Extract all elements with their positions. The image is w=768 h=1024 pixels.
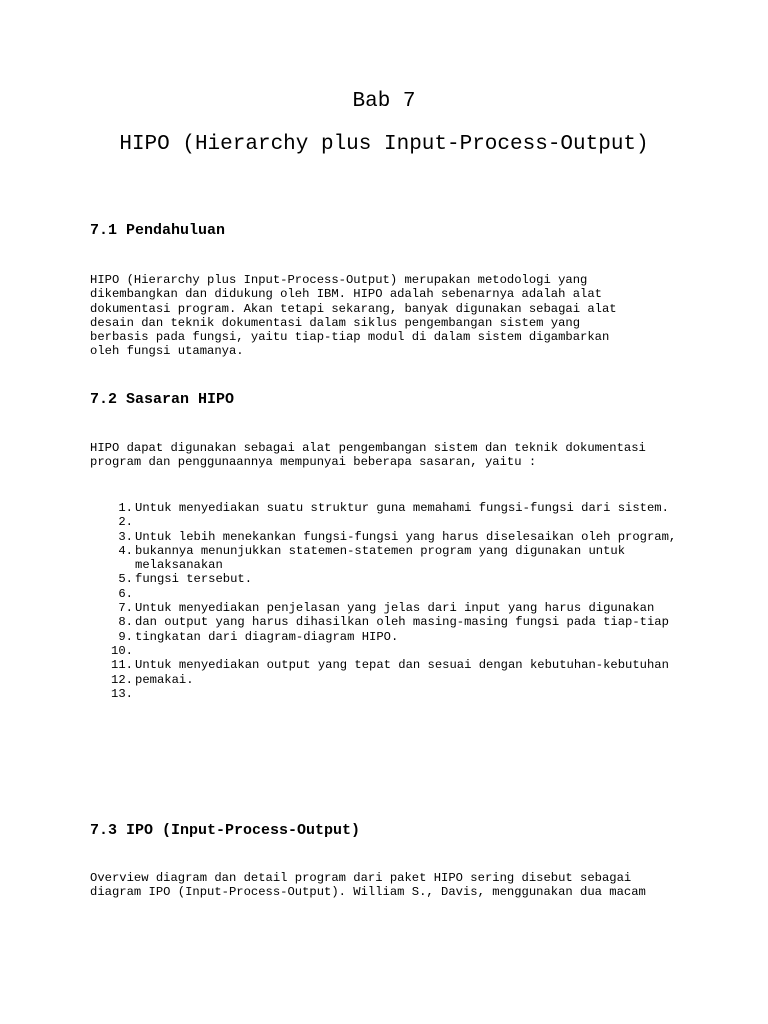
list-text: Untuk menyediakan output yang tepat dan sesuai dengan kebutuhan-kebutuhan xyxy=(135,658,669,673)
list-item xyxy=(90,544,690,573)
paragraph-line: Overview diagram dan detail program dari paket HIPO sering disebut sebagai xyxy=(90,871,632,885)
list-text: Untuk menyediakan suatu struktur guna memahami fungsi-fungsi dari sistem. xyxy=(135,501,669,515)
paragraph-line: desain dan teknik dokumentasi dalam siklus pengembangan sistem yang xyxy=(90,315,581,330)
paragraph-line: program dan penggunaannya mempunyai beberapa sasaran, yaitu : xyxy=(90,455,537,470)
list-number: 9. xyxy=(118,629,133,644)
section-paragraph-7-2 xyxy=(90,441,690,470)
list-text: bukannya menunjukkan statemen-statemen program yang digunakan untuk melaksanakan xyxy=(135,543,626,573)
list-item xyxy=(90,587,690,601)
list-number: 5. xyxy=(118,572,133,587)
list-item xyxy=(90,515,690,529)
list-item xyxy=(90,572,690,586)
list-number: 13. xyxy=(111,686,133,701)
list-text: pemakai. xyxy=(135,672,194,687)
chapter-label: Bab 7 xyxy=(352,90,416,113)
list-number: 10. xyxy=(111,643,133,658)
list-item xyxy=(90,644,690,658)
list-item xyxy=(90,658,690,672)
chapter-title: HIPO (Hierarchy plus Input-Process-Output) xyxy=(119,133,649,156)
objectives-list xyxy=(90,501,690,701)
list-text: Untuk menyediakan penjelasan yang jelas dari input yang harus digunakan xyxy=(135,601,655,616)
list-item xyxy=(90,673,690,687)
list-number: 8. xyxy=(118,615,133,630)
section-paragraph-7-1 xyxy=(90,273,690,359)
list-item xyxy=(90,630,690,644)
list-item xyxy=(90,530,690,544)
section-heading-7-2: 7.2 Sasaran HIPO xyxy=(90,391,235,408)
list-number: 3. xyxy=(118,529,133,544)
list-item xyxy=(90,687,690,701)
paragraph-line: HIPO (Hierarchy plus Input-Process-Output) merupakan metodologi yang xyxy=(90,273,588,287)
section-heading-7-1: 7.1 Pendahuluan xyxy=(90,222,226,239)
paragraph-line: diagram IPO (Input-Process-Output). William S., Davis, menggunakan dua macam xyxy=(90,885,646,900)
section-paragraph-7-3 xyxy=(90,871,690,900)
paragraph-line: oleh fungsi utamanya. xyxy=(90,344,244,359)
list-number: 2. xyxy=(118,515,133,530)
paragraph-line: dokumentasi program. Akan tetapi sekarang, banyak digunakan sebagai alat xyxy=(90,301,617,316)
list-number: 6. xyxy=(118,586,133,601)
list-text: dan output yang harus dihasilkan oleh masing-masing fungsi pada tiap-tiap xyxy=(135,615,669,630)
list-item xyxy=(90,601,690,615)
list-text: Untuk lebih menekankan fungsi-fungsi yang harus diselesaikan oleh program, xyxy=(135,529,677,544)
list-text: fungsi tersebut. xyxy=(135,572,253,587)
paragraph-line: dikembangkan dan didukung oleh IBM. HIPO adalah sebenarnya adalah alat xyxy=(90,287,602,302)
paragraph-line: HIPO dapat digunakan sebagai alat pengembangan sistem dan teknik dokumentasi xyxy=(90,441,646,455)
list-number: 11. xyxy=(111,658,133,673)
list-number: 1. xyxy=(118,501,133,515)
list-item xyxy=(90,501,690,515)
list-item xyxy=(90,615,690,629)
section-heading-7-3: 7.3 IPO (Input-Process-Output) xyxy=(90,822,361,839)
list-number: 7. xyxy=(118,601,133,616)
paragraph-line: berbasis pada fungsi, yaitu tiap-tiap modul di dalam sistem digambarkan xyxy=(90,330,610,345)
list-number: 4. xyxy=(118,543,133,558)
list-text: tingkatan dari diagram-diagram HIPO. xyxy=(135,629,399,644)
list-number: 12. xyxy=(111,672,133,687)
